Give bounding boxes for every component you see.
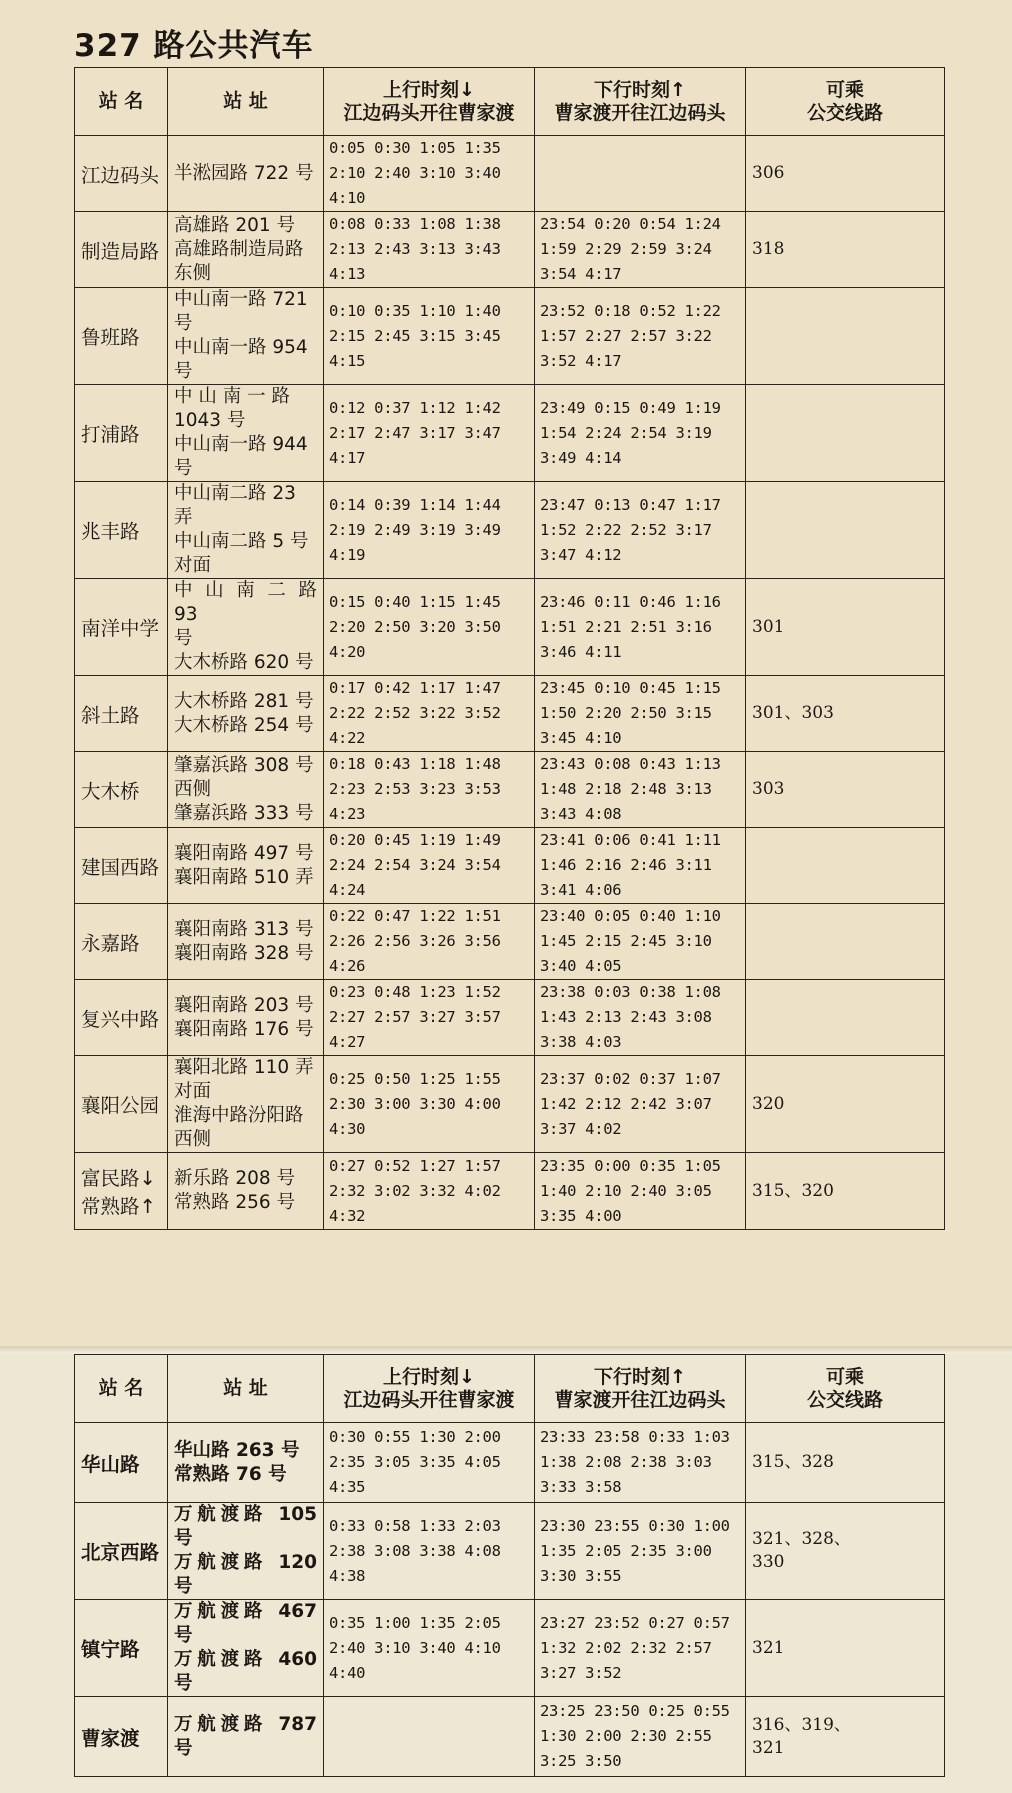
upbound-times: 0:05 0:30 1:05 1:35 2:10 2:40 3:10 3:40 4:10 [324,136,535,212]
header-transfer-sub: 公交线路 [806,101,883,124]
upbound-times: 0:33 0:58 1:33 2:03 2:38 3:08 3:38 4:08 4:38 [324,1503,535,1600]
downbound-times: 23:43 0:08 0:43 1:13 1:48 2:18 2:48 3:13 3:43 4:08 [535,752,746,828]
station-name: 复兴中路 [75,980,168,1056]
upbound-times: 0:20 0:45 1:19 1:49 2:24 2:54 3:24 3:54 4:24 [324,828,535,904]
timetable-upper [74,67,945,1230]
table-row [75,1056,945,1153]
station-address: 襄阳南路 313 号 襄阳南路 328 号 [168,904,324,980]
transfer-lines: 321 [746,1600,945,1697]
table-row [75,288,945,385]
downbound-times: 23:49 0:15 0:49 1:19 1:54 2:24 2:54 3:19 3:49 4:14 [535,385,746,482]
transfer-lines [746,385,945,482]
table-row [75,1600,945,1697]
table-row [75,1153,945,1230]
header-transfer-lines [746,68,945,136]
station-address: 新乐路 208 号 常熟路 256 号 [168,1153,324,1230]
table-row [75,1503,945,1600]
downbound-times: 23:46 0:11 0:46 1:16 1:51 2:21 2:51 3:16 3:46 4:11 [535,579,746,676]
transfer-lines: 315、328 [746,1423,945,1503]
header-downbound-title: 下行时刻↑ [594,1365,686,1388]
station-address: 万航渡路 787 号 [168,1697,324,1777]
table-row [75,1423,945,1503]
transfer-lines: 306 [746,136,945,212]
header-upbound-title: 上行时刻↓ [383,1365,475,1388]
transfer-lines: 320 [746,1056,945,1153]
header-upbound-title: 上行时刻↓ [383,78,475,101]
upbound-times: 0:23 0:48 1:23 1:52 2:27 2:57 3:27 3:57 4:27 [324,980,535,1056]
header-downbound [535,1355,746,1423]
header-upbound [324,1355,535,1423]
downbound-times: 23:40 0:05 0:40 1:10 1:45 2:15 2:45 3:10 3:40 4:05 [535,904,746,980]
downbound-times [535,136,746,212]
station-address: 大木桥路 281 号 大木桥路 254 号 [168,676,324,752]
table-row [75,980,945,1056]
transfer-lines [746,828,945,904]
station-name: 江边码头 [75,136,168,212]
station-address: 高雄路 201 号 高雄路制造局路 东侧 [168,212,324,288]
header-address: 站 址 [168,1355,324,1423]
transfer-lines [746,482,945,579]
table-row [75,676,945,752]
header-downbound-route: 曹家渡开往江边码头 [554,1388,726,1411]
station-name: 永嘉路 [75,904,168,980]
header-downbound-title: 下行时刻↑ [594,78,686,101]
station-name: 建国西路 [75,828,168,904]
downbound-times: 23:54 0:20 0:54 1:24 1:59 2:29 2:59 3:24 3:54 4:17 [535,212,746,288]
header-downbound [535,68,746,136]
station-address: 襄阳北路 110 弄 对面 淮海中路汾阳路 西侧 [168,1056,324,1153]
downbound-times: 23:37 0:02 0:37 1:07 1:42 2:12 2:42 3:07 3:37 4:02 [535,1056,746,1153]
station-address: 襄阳南路 203 号 襄阳南路 176 号 [168,980,324,1056]
station-address: 中 山 南 一 路 1043 号 中山南一路 944 号 [168,385,324,482]
station-name: 大木桥 [75,752,168,828]
downbound-times: 23:38 0:03 0:38 1:08 1:43 2:13 2:43 3:08 3:38 4:03 [535,980,746,1056]
page-title: 327 路公共汽车 [74,28,314,64]
station-address: 中山南二路 23 弄 中山南二路 5 号 对面 [168,482,324,579]
header-row [75,68,945,136]
downbound-times: 23:33 23:58 0:33 1:03 1:38 2:08 2:38 3:03 3:33 3:58 [535,1423,746,1503]
transfer-lines [746,980,945,1056]
downbound-times: 23:45 0:10 0:45 1:15 1:50 2:20 2:50 3:15 3:45 4:10 [535,676,746,752]
transfer-lines: 301 [746,579,945,676]
header-transfer-lines [746,1355,945,1423]
transfer-lines [746,288,945,385]
station-address: 万航渡路 467 号 万航渡路 460 号 [168,1600,324,1697]
transfer-lines: 301、303 [746,676,945,752]
upbound-times: 0:12 0:37 1:12 1:42 2:17 2:47 3:17 3:47 4:17 [324,385,535,482]
downbound-times: 23:30 23:55 0:30 1:00 1:35 2:05 2:35 3:00 3:30 3:55 [535,1503,746,1600]
station-name: 襄阳公园 [75,1056,168,1153]
header-transfer-title: 可乘 [825,78,864,101]
table-row [75,212,945,288]
station-name: 打浦路 [75,385,168,482]
station-address: 襄阳南路 497 号 襄阳南路 510 弄 [168,828,324,904]
station-name: 斜土路 [75,676,168,752]
header-station: 站 名 [75,1355,168,1423]
upbound-times [324,1697,535,1777]
header-address: 站 址 [168,68,324,136]
upbound-times: 0:25 0:50 1:25 1:55 2:30 3:00 3:30 4:00 4:30 [324,1056,535,1153]
header-downbound-route: 曹家渡开往江边码头 [554,101,726,124]
downbound-times: 23:41 0:06 0:41 1:11 1:46 2:16 2:46 3:11 3:41 4:06 [535,828,746,904]
transfer-lines: 315、320 [746,1153,945,1230]
transfer-lines [746,904,945,980]
table-row [75,752,945,828]
upbound-times: 0:14 0:39 1:14 1:44 2:19 2:49 3:19 3:49 4:19 [324,482,535,579]
table-row [75,904,945,980]
header-upbound [324,68,535,136]
downbound-times: 23:35 0:00 0:35 1:05 1:40 2:10 2:40 3:05 3:35 4:00 [535,1153,746,1230]
downbound-times: 23:47 0:13 0:47 1:17 1:52 2:22 2:52 3:17 3:47 4:12 [535,482,746,579]
upbound-times: 0:35 1:00 1:35 2:05 2:40 3:10 3:40 4:10 4:40 [324,1600,535,1697]
transfer-lines: 316、319、 321 [746,1697,945,1777]
upbound-times: 0:22 0:47 1:22 1:51 2:26 2:56 3:26 3:56 4:26 [324,904,535,980]
header-upbound-route: 江边码头开往曹家渡 [343,1388,515,1411]
table-row [75,828,945,904]
table-row [75,1697,945,1777]
header-upbound-route: 江边码头开往曹家渡 [343,101,515,124]
station-name: 镇宁路 [75,1600,168,1697]
station-address: 半淞园路 722 号 [168,136,324,212]
timetable-lower [74,1354,945,1777]
header-transfer-sub: 公交线路 [806,1388,883,1411]
station-address: 中 山 南 二 路 93 号 大木桥路 620 号 [168,579,324,676]
upbound-times: 0:17 0:42 1:17 1:47 2:22 2:52 3:22 3:52 4:22 [324,676,535,752]
header-station: 站 名 [75,68,168,136]
upbound-times: 0:18 0:43 1:18 1:48 2:23 2:53 3:23 3:53 4:23 [324,752,535,828]
transfer-lines: 321、328、 330 [746,1503,945,1600]
station-name: 鲁班路 [75,288,168,385]
station-name: 富民路↓ 常熟路↑ [75,1153,168,1230]
table-row [75,579,945,676]
station-name: 华山路 [75,1423,168,1503]
header-transfer-title: 可乘 [825,1365,864,1388]
downbound-times: 23:52 0:18 0:52 1:22 1:57 2:27 2:57 3:22 3:52 4:17 [535,288,746,385]
upbound-times: 0:15 0:40 1:15 1:45 2:20 2:50 3:20 3:50 4:20 [324,579,535,676]
page-seam [0,1346,1012,1354]
station-name: 曹家渡 [75,1697,168,1777]
table-row [75,385,945,482]
header-row [75,1355,945,1423]
transfer-lines: 318 [746,212,945,288]
station-name: 北京西路 [75,1503,168,1600]
station-address: 肇嘉浜路 308 号 西侧 肇嘉浜路 333 号 [168,752,324,828]
transfer-lines: 303 [746,752,945,828]
station-address: 中山南一路 721 号 中山南一路 954 号 [168,288,324,385]
upbound-times: 0:30 0:55 1:30 2:00 2:35 3:05 3:35 4:05 4:35 [324,1423,535,1503]
downbound-times: 23:25 23:50 0:25 0:55 1:30 2:00 2:30 2:55 3:25 3:50 [535,1697,746,1777]
table-row [75,136,945,212]
upbound-times: 0:27 0:52 1:27 1:57 2:32 3:02 3:32 4:02 4:32 [324,1153,535,1230]
table-row [75,482,945,579]
station-name: 兆丰路 [75,482,168,579]
station-address: 华山路 263 号 常熟路 76 号 [168,1423,324,1503]
downbound-times: 23:27 23:52 0:27 0:57 1:32 2:02 2:32 2:57 3:27 3:52 [535,1600,746,1697]
station-name: 南洋中学 [75,579,168,676]
upbound-times: 0:10 0:35 1:10 1:40 2:15 2:45 3:15 3:45 4:15 [324,288,535,385]
station-address: 万航渡路 105 号 万航渡路 120 号 [168,1503,324,1600]
station-name: 制造局路 [75,212,168,288]
upbound-times: 0:08 0:33 1:08 1:38 2:13 2:43 3:13 3:43 4:13 [324,212,535,288]
